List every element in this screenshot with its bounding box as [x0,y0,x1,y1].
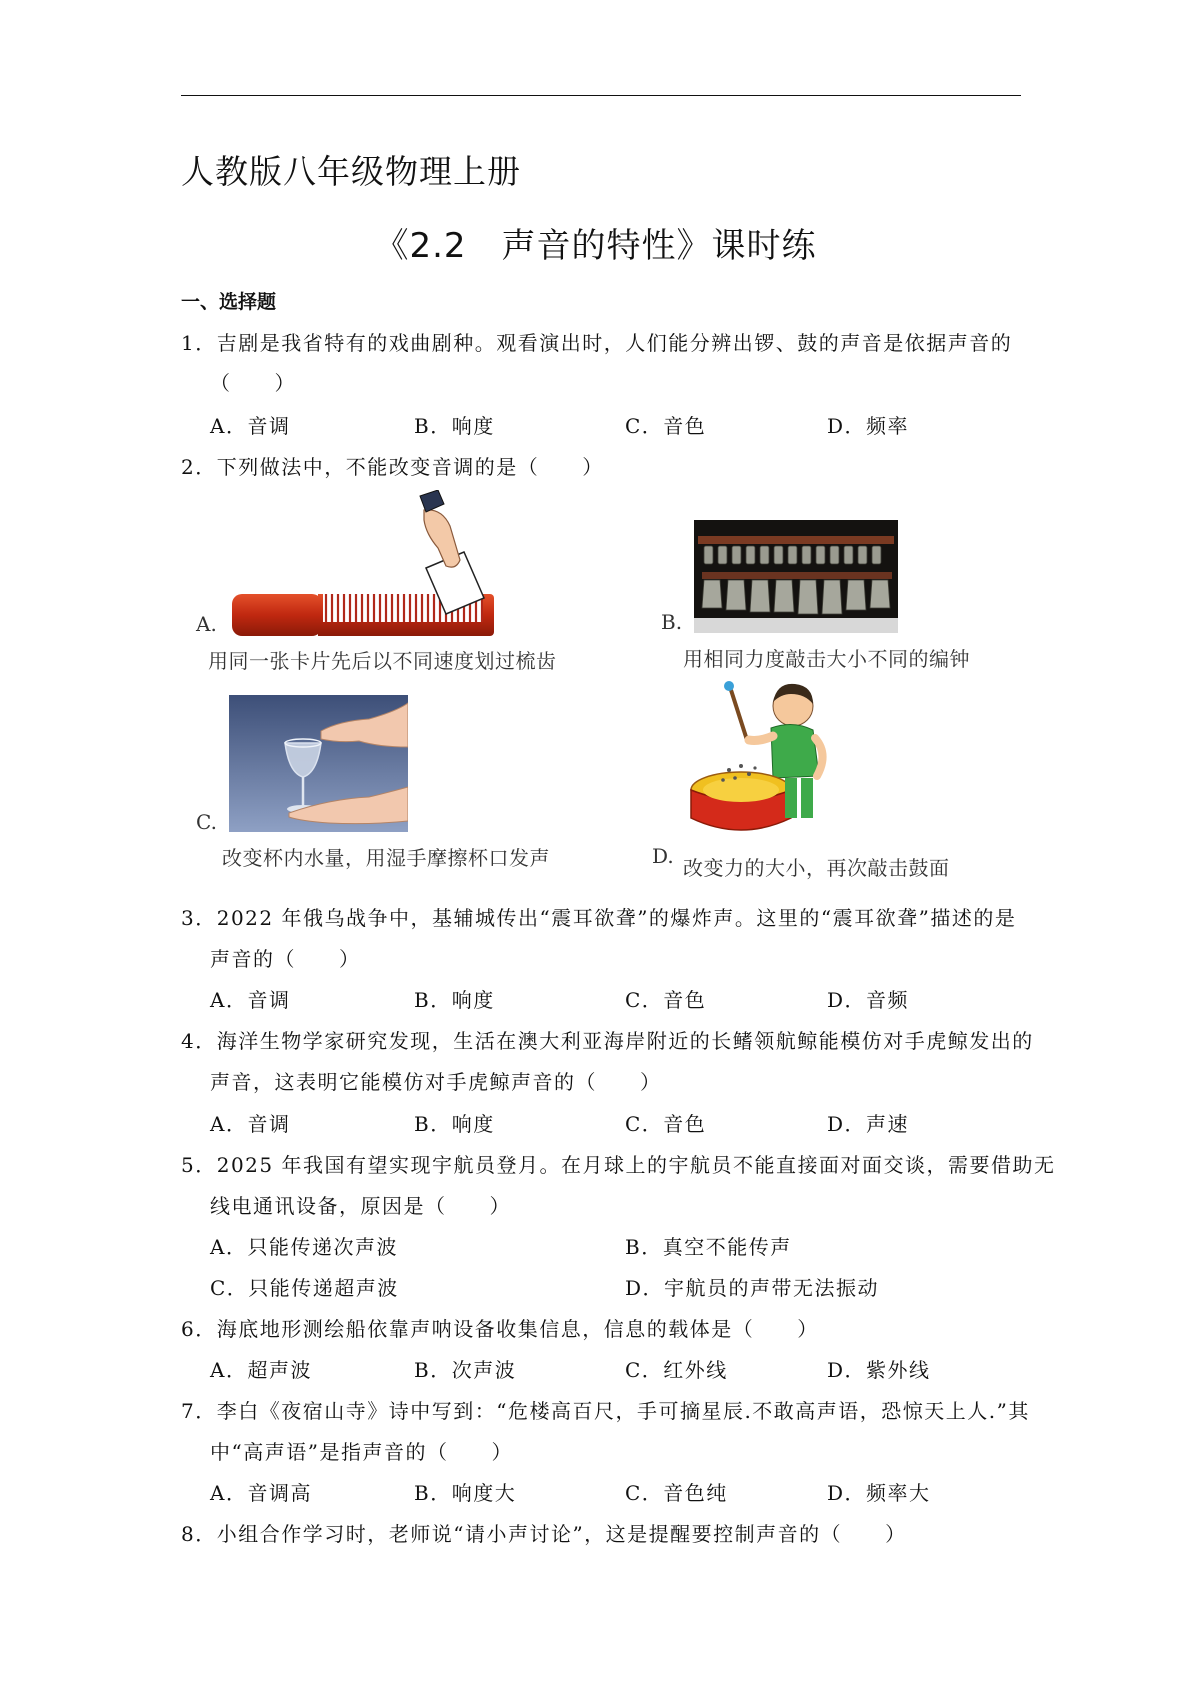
wine-glass-photo [229,695,408,832]
question-7-option-c[interactable]: C．音色纯 [625,1481,728,1505]
question-2-stem: 2．下列做法中，不能改变音调的是（ ） [181,455,604,479]
question-1-option-b[interactable]: B．响度 [414,414,495,438]
question-8-stem: 8．小组合作学习时，老师说“请小声讨论”，这是提醒要控制声音的（ ） [181,1522,907,1546]
question-7-stem-line-1: 7．李白《夜宿山寺》诗中写到：“危楼高百尺，手可摘星辰.不敢高声语，恐惊天上人.”其 [181,1399,1030,1423]
question-4-option-b[interactable]: B．响度 [414,1112,495,1136]
question-6-option-c[interactable]: C．红外线 [625,1358,728,1382]
chime-bells-photo [694,520,898,633]
section-heading: 一、选择题 [181,291,277,313]
question-5-option-d[interactable]: D．宇航员的声带无法振动 [625,1276,880,1300]
question-6-option-a[interactable]: A．超声波 [210,1358,312,1382]
question-3-stem-line-1: 3．2022 年俄乌战争中，基辅城传出“震耳欲聋”的爆炸声。这里的“震耳欲聋”描述的是 [181,906,1017,930]
question-7-stem-line-2: 中“高声语”是指声音的（ ） [210,1440,513,1464]
question-3-option-c[interactable]: C．音色 [625,988,707,1012]
question-1-option-d[interactable]: D．频率 [827,414,910,438]
question-1-option-a[interactable]: A．音调 [210,414,291,438]
question-1-option-c[interactable]: C．音色 [625,414,707,438]
figure-b-caption: 用相同力度敲击大小不同的编钟 [683,647,970,671]
question-4-stem-line-1: 4．海洋生物学家研究发现，生活在澳大利亚海岸附近的长鳍领航鲸能模仿对手虎鲸发出的 [181,1029,1034,1053]
question-3-option-d[interactable]: D．音频 [827,988,910,1012]
question-5-option-a[interactable]: A．只能传递次声波 [210,1235,398,1259]
question-3-stem-line-2: 声音的（ ） [210,947,361,971]
question-3-option-b[interactable]: B．响度 [414,988,495,1012]
question-5-stem-line-2: 线电通讯设备，原因是（ ） [210,1194,511,1218]
lesson-title: 《2.2 声音的特性》课时练 [374,226,817,266]
question-5-stem-line-1: 5．2025 年我国有望实现宇航员登月。在月球上的宇航员不能直接面对面交谈，需要借助无 [181,1153,1056,1177]
figure-b-label: B. [661,610,683,634]
question-7-option-a[interactable]: A．音调高 [210,1481,312,1505]
figure-c-caption: 改变杯内水量，用湿手摩擦杯口发声 [222,846,550,870]
question-4-option-c[interactable]: C．音色 [625,1112,707,1136]
question-4-option-a[interactable]: A．音调 [210,1112,291,1136]
question-7-option-d[interactable]: D．频率大 [827,1481,931,1505]
figure-c-label: C. [196,810,217,834]
question-6-option-d[interactable]: D．紫外线 [827,1358,931,1382]
question-4-option-d[interactable]: D．声速 [827,1112,910,1136]
question-4-stem-line-2: 声音，这表明它能模仿对手虎鲸声音的（ ） [210,1070,662,1094]
figure-d-caption: 改变力的大小，再次敲击鼓面 [683,856,950,880]
question-5-option-b[interactable]: B．真空不能传声 [625,1235,792,1259]
question-1-stem-line-1: 1．吉剧是我省特有的戏曲剧种。观看演出时，人们能分辨出锣、鼓的声音是依据声音的 [181,331,1013,355]
question-3-option-a[interactable]: A．音调 [210,988,291,1012]
figure-a-label: A. [196,612,217,636]
boy-drum-illustration [689,680,839,845]
figure-d-label: D. [652,844,674,868]
question-1-stem-line-2: （ ） [210,371,296,395]
header-rule [181,95,1021,96]
page-title: 人教版八年级物理上册 [181,152,521,191]
question-5-option-c[interactable]: C．只能传递超声波 [210,1276,399,1300]
figure-a-caption: 用同一张卡片先后以不同速度划过梳齿 [208,649,557,673]
comb-card-illustration [228,490,498,640]
question-6-option-b[interactable]: B．次声波 [414,1358,517,1382]
question-7-option-b[interactable]: B．响度大 [414,1481,517,1505]
question-6-stem: 6．海底地形测绘船依靠声呐设备收集信息，信息的载体是（ ） [181,1317,819,1341]
